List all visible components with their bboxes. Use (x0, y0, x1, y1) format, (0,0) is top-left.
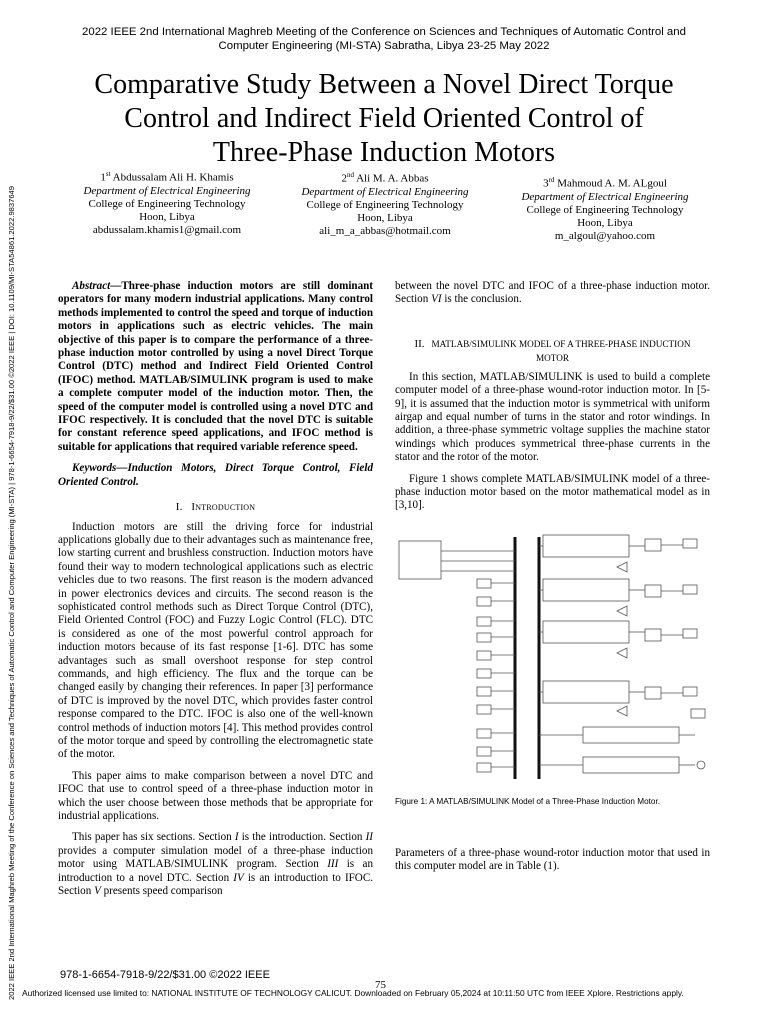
simulink-diagram (395, 533, 713, 783)
abstract: Abstract—Three-phase induction motors are still dominant operators for many modern industrial applications. Many control methods implemented to control the speed and torque of induction motors in applications such as electric vehicles. The main objective of this paper is to compare the performance of a three-phase induction motor controlled by using a novel Direct Torque Control (DTC) method and Indirect Field Oriented Control (IFOC) method. MATLAB/SIMULINK program is used to make a complete computer model of the induction motor. Then, the speed of the computer model is controlled using a novel DTC and IFOC respectively. It is concluded that the novel DTC is suitable for constant reference speed applications, and IFOC method is suitable for applications that required variable reference speed. (58, 280, 373, 453)
author-block-2 (280, 169, 490, 238)
model-paragraph-3: Parameters of a three-phase wound-rotor induction motor that used in this computer model are in Table (1). (395, 847, 710, 873)
intro-paragraph-3: This paper has six sections. Section I is the introduction. Section II provides a computer simulation model of a three-phase induction motor using MATLAB/SIMULINK program. Section III is an introduction to a novel DTC. Section IV is an introduction to IFOC. Section V presents speed comparison (58, 831, 374, 898)
model-paragraph-1: In this section, MATLAB/SIMULINK is used to build a complete computer model of a three-phase wound-rotor induction motor. In [5-9], it is assumed that the induction motor is symmetrical with uniform airgap and equal number of turns in the stator and rotor windings. In addition, a three-phase symmetric voltage supplies the machine stator windings which produces symmetrical three-phase currents in the stator and the rotor of the motor. (395, 370, 710, 464)
conference-header (60, 26, 708, 53)
author-dept: Department of Electrical Engineering (301, 185, 469, 198)
author-city: Hoon, Libya (577, 216, 633, 229)
footer-isbn: 978-1-6654-7918-9/22/$31.00 ©2022 IEEE (60, 969, 270, 981)
keywords: Keywords—Induction Motors, Direct Torque Control, Field Oriented Control. (58, 462, 373, 488)
author-email[interactable]: abdussalam.khamis1@gmail.com (92, 223, 242, 236)
paper-title (40, 68, 728, 170)
doi-sidebar: 2022 IEEE 2nd International Maghreb Meeting of the Conference on Sciences and Techniques of Automatic Control and Computer Engineering (MI-STA) | 978-1-6654-7918-9/22/$31.00 ©2022 IEEE | DOI: 10.1109/MI-STA54861.2022.9837649 (7, 185, 16, 1000)
model-paragraph-2: Figure 1 shows complete MATLAB/SIMULINK model of a three-phase induction motor based on the motor mathematical model as in [3,10]. (395, 472, 710, 512)
author-city: Hoon, Libya (357, 211, 413, 224)
author-dept: Department of Electrical Engineering (521, 190, 689, 203)
section-2-heading: II. MATLAB/SIMULINK MODEL OF A THREE-PHASE INDUCTION MOTOR (414, 337, 691, 363)
figure-caption: Figure 1: A MATLAB/SIMULINK Model of a Three-Phase Induction Motor. (395, 797, 661, 806)
author-email[interactable]: ali_m_a_abbas@hotmail.com (319, 224, 451, 237)
intro-paragraph-2: This paper aims to make comparison between a novel DTC and IFOC that use to control speed of a three-phase induction motor in which the user choose between those methods that be appropriate for industrial applications. (58, 769, 373, 823)
author-city: Hoon, Libya (139, 210, 195, 223)
title-line-3: Three-Phase Induction Motors (212, 137, 556, 168)
intro-paragraph-1: Induction motors are still the driving force for industrial applications globally due to their advantages such as maintenance free, low starting current and brushless construction. Induction motors have found their way to modern technological applications such as electric vehicles due to two reasons. The first reason is the modern advanced in power electronics devices and circuits. The second reason is the sophisticated control methods such as Direct Torque Control (DTC), Field Oriented Control (FOC) and Fuzzy Logic Control (FLC). DTC is considered as one of the most powerful control approach for induction motors because of its fast response [1-6]. DTC has some advantages such as small overshoot response for step control commands, and high efficiency. The flux and the torque can be changed easily by changing their references. In paper [3] performance of DTC is improved by the novel DTC, which provides faster control response compared to the DTC. IFOC is also one of the well-known control methods of induction motors [4]. This method provides control of the motor torque and speed by controlling the electromagnetic state of the motor. (58, 520, 373, 761)
title-line-1: Comparative Study Between a Novel Direct Torque (94, 69, 674, 100)
right-column (395, 280, 710, 513)
left-column (58, 280, 373, 898)
author-email[interactable]: m_algoul@yahoo.com (554, 229, 656, 242)
author-block-3 (500, 174, 710, 243)
simulink-figure (395, 533, 713, 783)
title-line-2: Control and Indirect Field Oriented Control of (124, 103, 644, 134)
author-college: College of Engineering Technology (526, 203, 684, 216)
section-1-heading: I. Introduction (175, 501, 256, 514)
author-name: 1st Abdussalam Ali H. Khamis (100, 170, 234, 184)
author-dept: Department of Electrical Engineering (83, 184, 251, 197)
author-block-1 (62, 168, 272, 237)
author-name: 2nd Ali M. A. Abbas (341, 171, 429, 185)
right-column-bottom (395, 847, 710, 874)
conference-line-1: 2022 IEEE 2nd International Maghreb Meeting of the Conference on Sciences and Techniques of Automatic Control and (82, 26, 686, 38)
author-college: College of Engineering Technology (306, 198, 464, 211)
page-number: 75 (375, 979, 386, 991)
conference-line-2: Computer Engineering (MI-STA) Sabratha, Libya 23-25 May 2022 (218, 39, 550, 52)
section-1-continuation: between the novel DTC and IFOC of a three-phase induction motor. Section VI is the conclusion. (395, 280, 710, 306)
author-name: 3rd Mahmoud A. M. ALgoul (543, 176, 667, 190)
author-college: College of Engineering Technology (88, 197, 246, 210)
license-notice: Authorized licensed use limited to: NATIONAL INSTITUTE OF TECHNOLOGY CALICUT. Downloaded on February 05,2024 at 10:11:50 UTC from IEEE Xplore. Restrictions apply. (22, 988, 684, 998)
